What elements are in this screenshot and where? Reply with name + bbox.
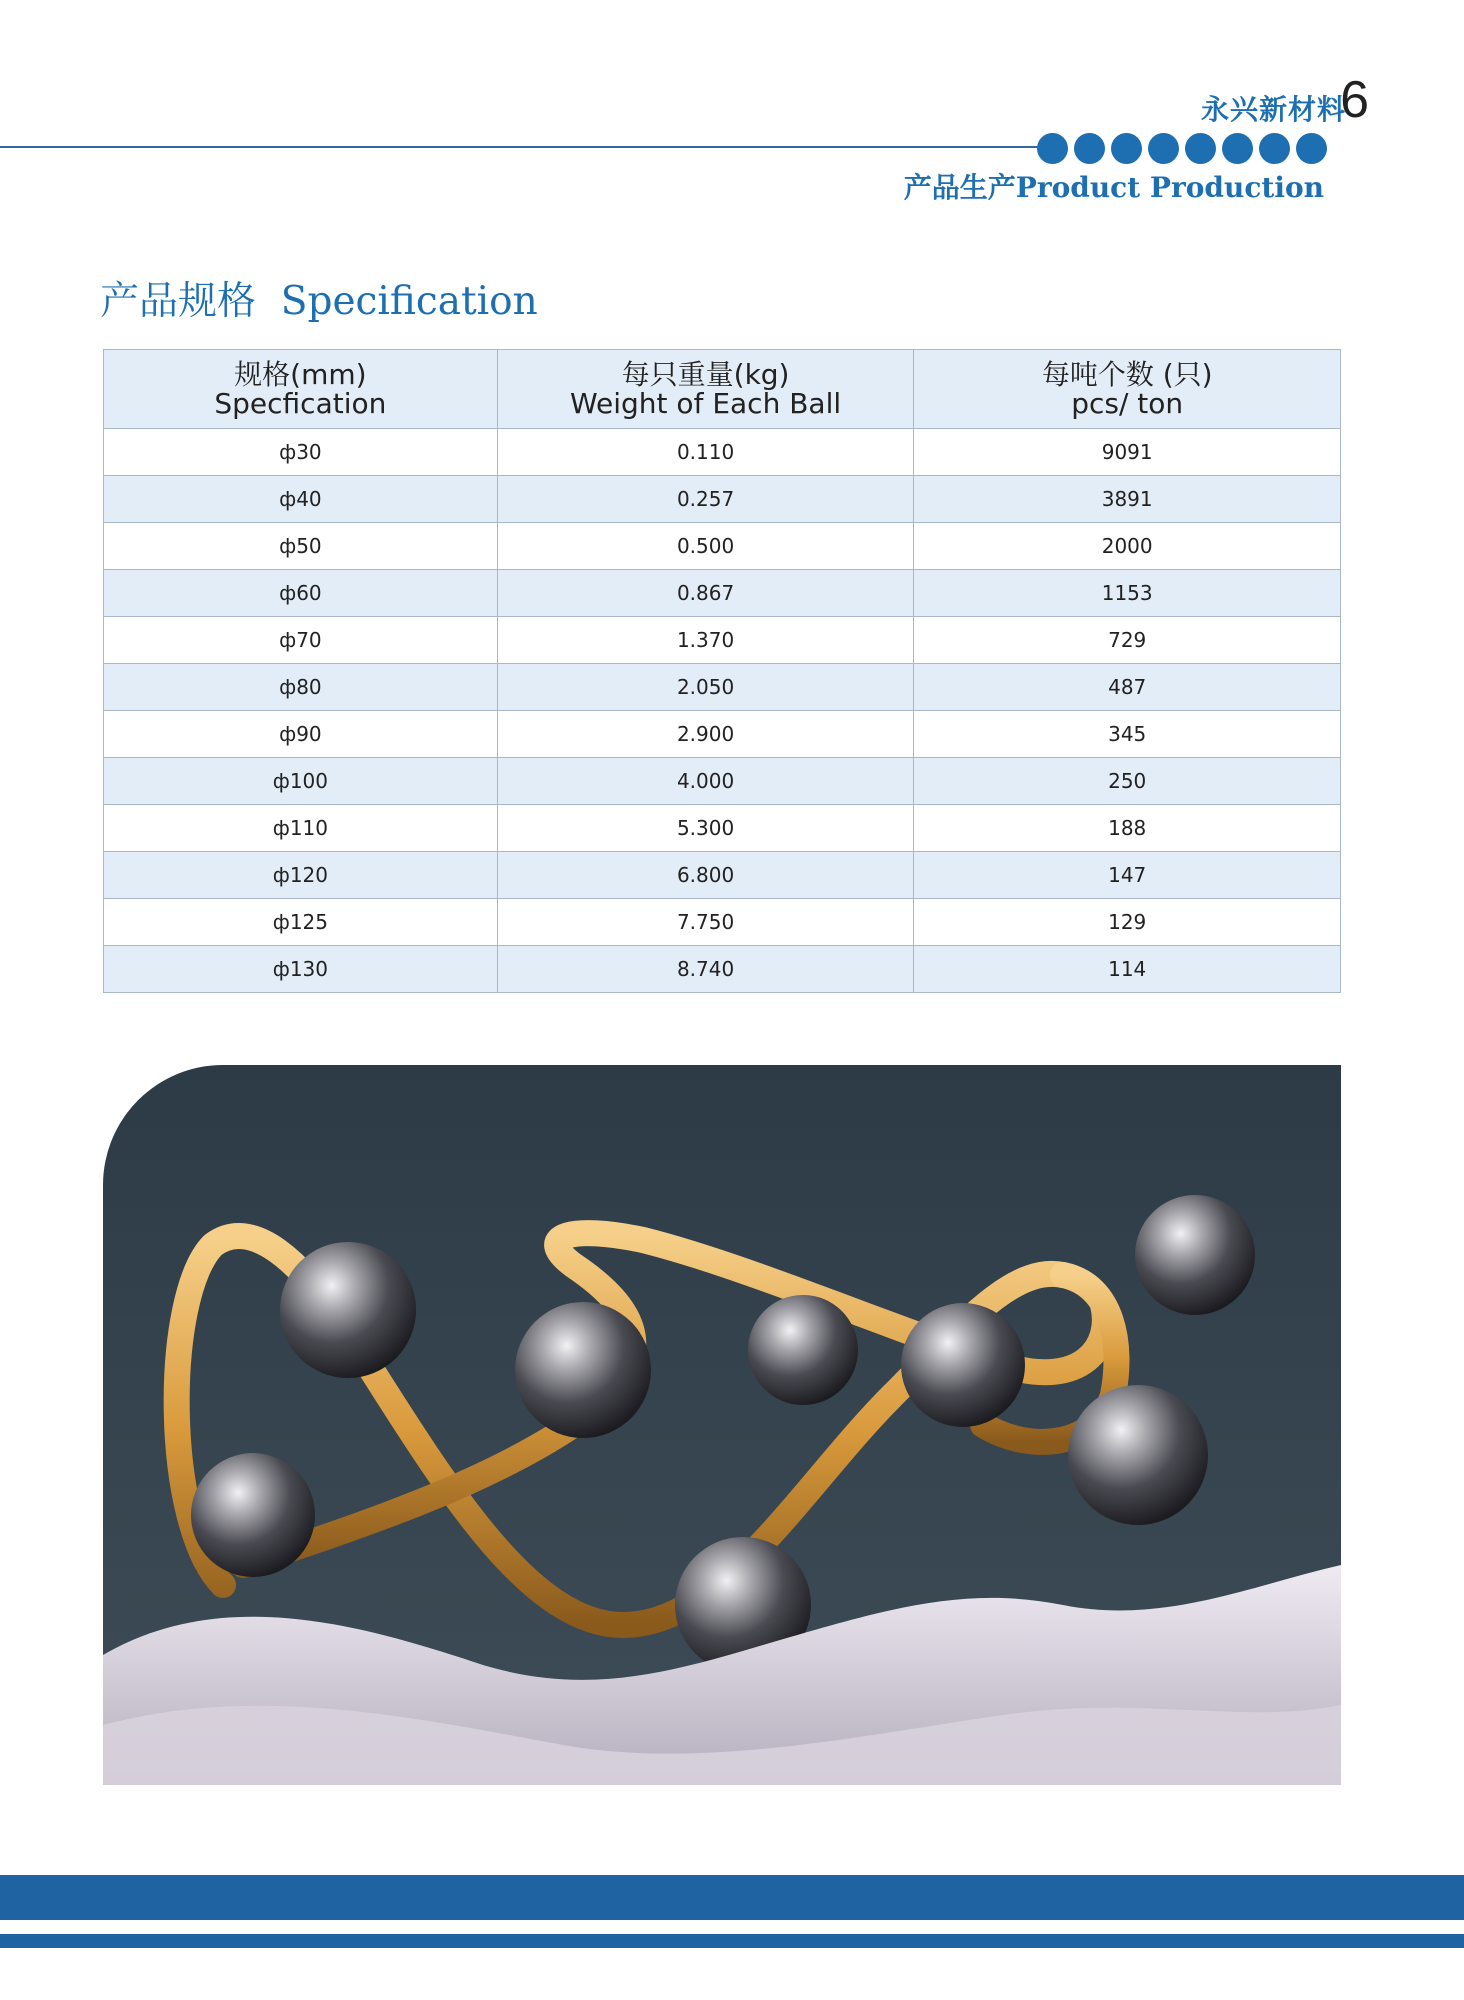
dot-icon bbox=[1074, 133, 1105, 164]
cell-pcs: 114 bbox=[914, 946, 1341, 993]
dot-icon bbox=[1111, 133, 1142, 164]
footer-stripe bbox=[0, 1934, 1464, 1948]
cell-spec: ф125 bbox=[104, 899, 498, 946]
table-row bbox=[104, 758, 1341, 805]
header-weight-en: Weight of Each Ball bbox=[569, 387, 842, 420]
dot-icon bbox=[1259, 133, 1290, 164]
cell-pcs: 147 bbox=[914, 852, 1341, 899]
table-row bbox=[104, 946, 1341, 993]
dot-icon bbox=[1296, 133, 1327, 164]
cell-pcs: 1153 bbox=[914, 570, 1341, 617]
cell-weight: 8.740 bbox=[497, 946, 914, 993]
header-spec-en: Specfication bbox=[214, 387, 387, 420]
cell-weight: 4.000 bbox=[497, 758, 914, 805]
steel-ball-icon bbox=[901, 1303, 1025, 1427]
steel-ball-icon bbox=[1068, 1385, 1208, 1525]
cell-weight: 7.750 bbox=[497, 899, 914, 946]
dot-icon bbox=[1185, 133, 1216, 164]
balls-and-ribbon-illustration bbox=[103, 1065, 1341, 1785]
specification-title: 产品规格 Specification bbox=[100, 279, 538, 324]
header-spec bbox=[104, 350, 498, 429]
table-row bbox=[104, 617, 1341, 664]
table-row bbox=[104, 523, 1341, 570]
cell-spec: ф110 bbox=[104, 805, 498, 852]
cell-spec: ф90 bbox=[104, 711, 498, 758]
header-weight bbox=[497, 350, 914, 429]
cell-spec: ф50 bbox=[104, 523, 498, 570]
cell-weight: 6.800 bbox=[497, 852, 914, 899]
cell-pcs: 487 bbox=[914, 664, 1341, 711]
cell-spec: ф80 bbox=[104, 664, 498, 711]
cell-spec: ф120 bbox=[104, 852, 498, 899]
header-rule bbox=[0, 146, 1040, 148]
steel-ball-icon bbox=[748, 1295, 858, 1405]
table-row bbox=[104, 429, 1341, 476]
cell-pcs: 188 bbox=[914, 805, 1341, 852]
cell-spec: ф40 bbox=[104, 476, 498, 523]
cell-pcs: 729 bbox=[914, 617, 1341, 664]
cell-spec: ф130 bbox=[104, 946, 498, 993]
cell-pcs: 2000 bbox=[914, 523, 1341, 570]
steel-ball-icon bbox=[515, 1302, 651, 1438]
cell-pcs: 3891 bbox=[914, 476, 1341, 523]
cell-weight: 0.257 bbox=[497, 476, 914, 523]
steel-ball-icon bbox=[1135, 1195, 1255, 1315]
cell-spec: ф70 bbox=[104, 617, 498, 664]
header-pcs bbox=[914, 350, 1341, 429]
table-row bbox=[104, 899, 1341, 946]
footer-bar bbox=[0, 1875, 1464, 1920]
dot-icon bbox=[1222, 133, 1253, 164]
cell-weight: 0.500 bbox=[497, 523, 914, 570]
cell-weight: 5.300 bbox=[497, 805, 914, 852]
header-weight-cn: 每只重量(kg) bbox=[621, 358, 790, 391]
cell-weight: 0.110 bbox=[497, 429, 914, 476]
section-subtitle: 产品生产Product Production bbox=[903, 171, 1324, 204]
cell-weight: 0.867 bbox=[497, 570, 914, 617]
cell-spec: ф30 bbox=[104, 429, 498, 476]
table-row bbox=[104, 852, 1341, 899]
cell-pcs: 250 bbox=[914, 758, 1341, 805]
decorative-dots bbox=[1037, 133, 1327, 164]
header-pcs-cn: 每吨个数 (只) bbox=[1041, 358, 1213, 391]
table-row bbox=[104, 476, 1341, 523]
cell-pcs: 345 bbox=[914, 711, 1341, 758]
product-illustration bbox=[103, 1065, 1341, 1785]
steel-ball-icon bbox=[280, 1242, 416, 1378]
table-header-row bbox=[104, 350, 1341, 429]
cell-spec: ф100 bbox=[104, 758, 498, 805]
company-name: 永兴新材料 bbox=[1200, 93, 1346, 126]
dot-icon bbox=[1037, 133, 1068, 164]
cell-spec: ф60 bbox=[104, 570, 498, 617]
header-pcs-en: pcs/ ton bbox=[1071, 387, 1184, 420]
table-row bbox=[104, 805, 1341, 852]
table-row bbox=[104, 664, 1341, 711]
table-row bbox=[104, 570, 1341, 617]
steel-ball-icon bbox=[191, 1453, 315, 1577]
dot-icon bbox=[1148, 133, 1179, 164]
cell-pcs: 129 bbox=[914, 899, 1341, 946]
cell-weight: 2.050 bbox=[497, 664, 914, 711]
specification-table bbox=[103, 349, 1341, 993]
page-number: 6 bbox=[1340, 71, 1369, 129]
cell-weight: 2.900 bbox=[497, 711, 914, 758]
cell-pcs: 9091 bbox=[914, 429, 1341, 476]
table-row bbox=[104, 711, 1341, 758]
header-spec-cn: 规格(mm) bbox=[234, 358, 367, 391]
cell-weight: 1.370 bbox=[497, 617, 914, 664]
